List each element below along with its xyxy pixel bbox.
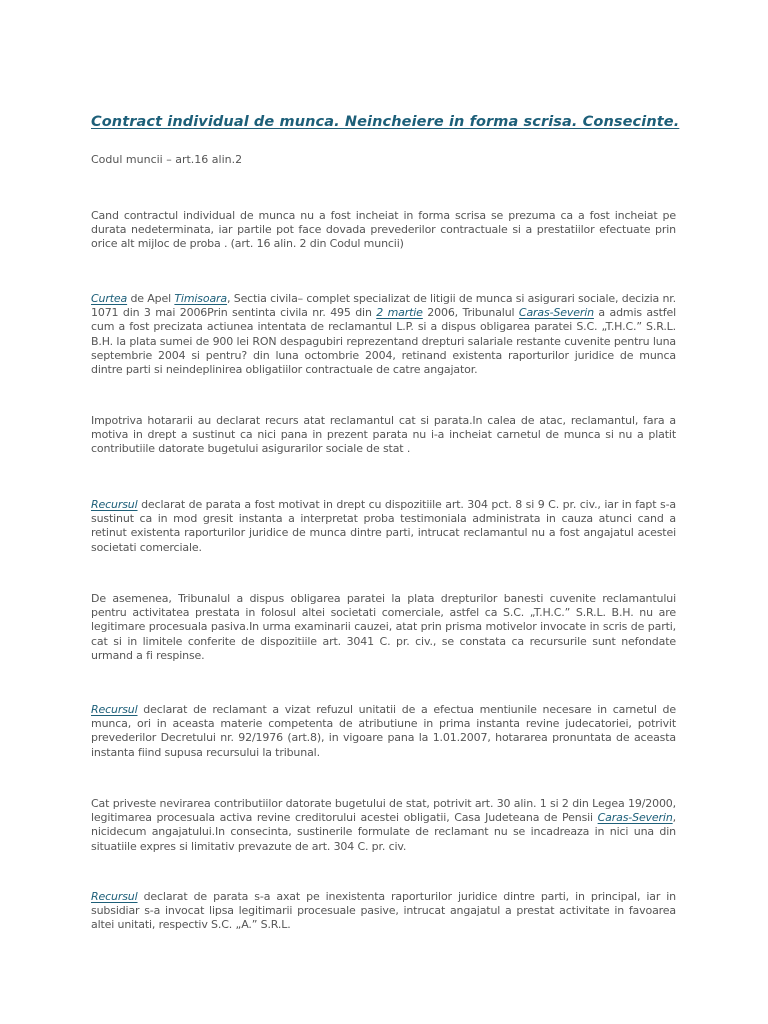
paragraph-2-text-1: de Apel [127, 292, 175, 305]
paragraph-2-text-2: , Sectia civila– complet specializat de litigii de munca si asigurari sociale, decizia nr. 1071 din 3 mai 2006Prin sentinta civila nr. 495 din [91, 292, 676, 320]
link-recursul-2[interactable]: Recursul [91, 703, 138, 716]
paragraph-4 [91, 498, 676, 555]
paragraph-5: De asemenea, Tribunalul a dispus obligarea paratei la plata drepturilor banesti cuvenite reclamantului pentru activitatea prestata in folosul altei societati comerciale, astfel ca S.C. „T.H.C.” S.R.L. B.H. nu are legitimare procesuala pasiva.In urma examinarii cauzei, atat prin prisma motivelor invocate in scris de parti, cat si in limitele conferite de dispozitiile art. 3041 C. pr. civ., se constata ca recursurile sunt nefondate urmand a fi respinse. [91, 592, 676, 662]
paragraph-6 [91, 703, 676, 760]
document-subtitle: Codul muncii – art.16 alin.2 [91, 153, 243, 166]
document-page [91, 0, 680, 1024]
paragraph-8 [91, 890, 676, 933]
link-caras-severin-2[interactable]: Caras-Severin [597, 811, 673, 825]
paragraph-2 [91, 292, 676, 377]
link-caras-severin[interactable]: Caras-Severin [518, 306, 594, 320]
paragraph-4-text: declarat de parata a fost motivat in drept cu dispozitiile art. 304 pct. 8 si 9 C. pr. civ., iar in fapt s-a sustinut ca in mod gresit instanta a interpretat proba testimoniala administrata in cauza atunci cand a retinut existenta raporturilor juridice de munca dintre parti, intrucat reclamantul nu a fost angajatul acestei societati comerciale. [91, 498, 676, 554]
paragraph-7-text-1: Cat priveste nevirarea contributiilor datorate bugetului de stat, potrivit art. 30 alin. 1 si 2 din Legea 19/2000, legitimarea procesuala activa revine creditorului acestei obligatii, Casa Judeteana de Pensii [91, 797, 676, 825]
paragraph-6-text: declarat de reclamant a vizat refuzul unitatii de a efectua mentiunile necesare in carnetul de munca, ori in aceasta materie competenta de atributiune in prima instanta revine judecatoriei, potrivit prevederilor Decretului nr. 92/1976 (art.8), in vigoare pana la 1.01.2007, hotararea pronuntata de aceasta instanta fiind supusa recursului la tribunal. [91, 703, 676, 759]
paragraph-7-text-2: , nicidecum angajatului.In consecinta, sustinerile formulate de reclamant nu se incadreaza in nici una din situatiile expres si limitativ prevazute de art. 304 C. pr. civ. [91, 811, 676, 853]
link-recursul-1[interactable]: Recursul [91, 498, 138, 511]
paragraph-2-text-3: 2006, Tribunalul [422, 306, 519, 320]
link-curtea[interactable]: Curtea [91, 292, 128, 305]
link-2-martie[interactable]: 2 martie [376, 306, 423, 320]
paragraph-1: Cand contractul individual de munca nu a fost incheiat in forma scrisa se prezuma ca a fost incheiat pe durata nedeterminata, iar partile pot face dovada prevederilor contractuale si a prestatiilor efectuate prin orice alt mijloc de proba . (art. 16 alin. 2 din Codul muncii) [91, 209, 676, 251]
link-timisoara[interactable]: Timisoara [174, 292, 228, 305]
paragraph-7 [91, 797, 676, 854]
link-recursul-3[interactable]: Recursul [91, 890, 138, 903]
document-title: Contract individual de munca. Neincheiere in forma scrisa. Consecinte. [91, 114, 680, 130]
paragraph-8-text: declarat de parata s-a axat pe inexistenta raporturilor juridice dintre parti, in principal, iar in subsidiar s-a invocat lipsa legitimarii procesuale pasive, intrucat angajatul a prestat activitate in favoarea altei unitati, respectiv S.C. „A.” S.R.L. [91, 890, 676, 932]
paragraph-3: Impotriva hotararii au declarat recurs atat reclamantul cat si parata.In calea de atac, reclamantul, fara a motiva in drept a sustinut ca nici pana in prezent parata nu i-a incheiat carnetul de munca si nu a platit contributiile datorate bugetului asigurarilor sociale de stat . [91, 414, 676, 456]
paragraph-2-text-4: a admis astfel cum a fost precizata actiunea intentata de reclamantul L.P. si a dispus obligarea paratei S.C. „T.H.C.” S.R.L. B.H. la plata sumei de 900 lei RON despagubiri reprezentand drepturi salariale restante cuvenite pentru luna septembrie 2004 si pentru? din luna octombrie 2004, retinand existenta raporturilor juridice de munca dintre parti si neindeplinirea obligatiilor contractuale de catre angajator. [91, 306, 677, 377]
